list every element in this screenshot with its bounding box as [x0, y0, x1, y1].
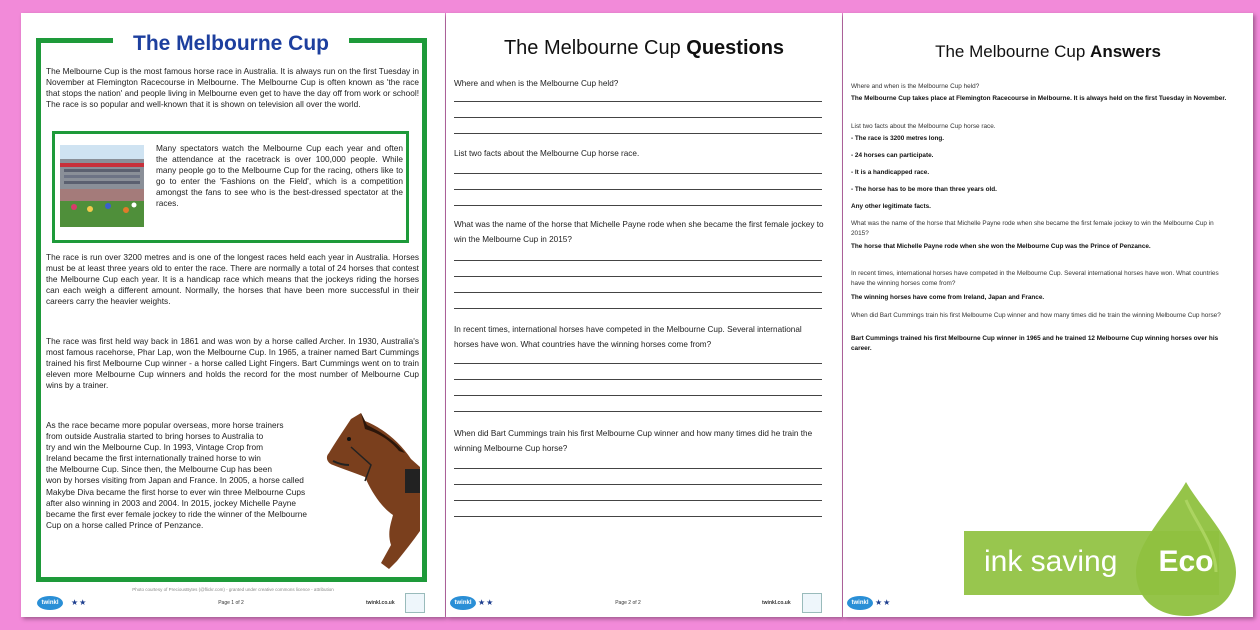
answer-line[interactable]	[454, 468, 822, 469]
answer-question-2: List two facts about the Melbourne Cup horse race.	[851, 123, 996, 130]
text-line: won by horses visiting from Japan and France. In 2005, a horse called	[46, 475, 304, 486]
twinkl-logo-icon: twinkl	[37, 596, 63, 610]
questions-page	[446, 13, 842, 617]
photo-paragraph: Many spectators watch the Melbourne Cup each year and often the attendance at the racetrack is over 100,000 people. While many people go to the Melbourne Cup for the racing, others like to go to enter the 'Fashions on the Field', which is a competition amongst the fans to see who is the best-dressed spectator at the races.	[156, 143, 403, 209]
text-line: became the first ever female jockey to ride the winner of the Melbourne	[46, 508, 308, 519]
ink-saving-label: ink saving	[984, 545, 1118, 578]
photo-credit: Photo courtesy of PreciousBytes (@flickr.com) - granted under creative commons licence - attribution	[132, 587, 334, 592]
answer-4: The winning horses have come from Ireland, Japan and France.	[851, 294, 1045, 301]
eco-label: Eco	[1158, 545, 1214, 578]
text-line: Makybe Diva became the first horse to ever win three Melbourne Cups	[46, 486, 306, 497]
question-3: What was the name of the horse that Michelle Payne rode when she became the first female jockey to win the Melbourne Cup in 2015?	[454, 220, 824, 244]
text-line: Ireland became the first internationally trained horse to win	[46, 453, 261, 464]
twinkl-url: twinkl.co.uk	[366, 600, 395, 606]
page-footer	[446, 591, 842, 617]
answer-line[interactable]	[454, 173, 822, 174]
answer-2-fact: Any other legitimate facts.	[851, 203, 931, 210]
quality-badge-icon	[802, 593, 822, 613]
race-facts-paragraph: The race is run over 3200 metres and is one of the longest races held each year in Australia. Horses must be at least three years old to enter the race. There are normally a total of 24 horses that contest the Melbourne Cup each year. It is a handicap race which means that the jockeys riding the horses can each weigh a different amount. Normally, the horses that have been more successful in their careers carry the heavier weights.	[46, 252, 419, 307]
answer-line[interactable]	[454, 101, 822, 102]
answer-3: The horse that Michelle Payne rode when she won the Melbourne Cup was the Prince of Penzance.	[851, 243, 1151, 250]
twinkl-logo-icon: twinkl	[450, 596, 476, 610]
answer-5: Bart Cummings trained his first Melbourne Cup winner in 1965 and he trained 12 Melbourne Cup winning horses over his career.	[851, 335, 1219, 353]
answer-question-5: When did Bart Cummings train his first Melbourne Cup winner and how many times did he train the winning Melbourne Cup horse?	[851, 312, 1221, 319]
answer-line[interactable]	[454, 411, 822, 412]
answer-question-4: In recent times, international horses have competed in the Melbourne Cup. Several international horses have won. What countries have the winning horses come from?	[851, 270, 1219, 288]
answer-line[interactable]	[454, 516, 822, 517]
answer-1: The Melbourne Cup takes place at Flemington Racecourse in Melbourne. It is always held on the first Tuesday in November.	[851, 95, 1227, 102]
twinkl-logo-icon: twinkl	[847, 596, 873, 610]
answer-line[interactable]	[454, 260, 822, 261]
page-number: Page 1 of 2	[218, 600, 244, 606]
quality-badge-icon	[405, 593, 425, 613]
answer-line[interactable]	[454, 308, 822, 309]
text-line: As the race became more popular overseas, more horse trainers	[46, 420, 284, 430]
rating-stars: ★★	[71, 598, 88, 607]
text-line: Cup on a horse called Prince of Penzance.	[46, 519, 204, 530]
text-line: after also winning in 2003 and 2004. In 2015, jockey Michelle Payne	[46, 497, 296, 508]
rating-stars: ★★	[875, 598, 892, 607]
intro-paragraph: The Melbourne Cup is the most famous horse race in Australia. It is always run on the first Tuesday in November at Flemington Racecourse in Melbourne. The Melbourne Cup is often known as 'the race that stops the nation' and people living in Melbourne even get to have the day off from work or school! The race is so popular and well-known that it is shown on television all over the world.	[46, 66, 419, 110]
question-5: When did Bart Cummings train his first Melbourne Cup winner and how many times did he train the winning Melbourne Cup horse?	[454, 429, 813, 453]
reading-page	[21, 13, 445, 617]
page-title: The Melbourne Cup	[113, 30, 349, 58]
answer-2-fact: - It is a handicapped race.	[851, 169, 930, 176]
answer-line[interactable]	[454, 363, 822, 364]
answer-line[interactable]	[454, 484, 822, 485]
answer-line[interactable]	[454, 292, 822, 293]
answer-question-3: What was the name of the horse that Michelle Payne rode when she became the first female jockey to win the Melbourne Cup in 2015?	[851, 220, 1214, 238]
question-1: Where and when is the Melbourne Cup held?	[454, 79, 619, 88]
text-line: from outside Australia started to bring horses to Australia to	[46, 431, 264, 442]
answer-2-fact: - The race is 3200 metres long.	[851, 135, 945, 142]
answer-question-1: Where and when is the Melbourne Cup held?	[851, 83, 980, 90]
answer-line[interactable]	[454, 395, 822, 396]
page-title	[843, 42, 1253, 62]
history-paragraph: The race was first held way back in 1861 and was won by a horse called Archer. In 1930, Australia's most famous racehorse, Phar Lap, won the Melbourne Cup. In 1965, a trainer named Bart Cummings trained his first Melbourne Cup winner - a horse called Light Fingers. Bart Cummings went on to train eleven more Melbourne Cup winners and holds the record for the most number of Melbourne Cup wins by a trainer.	[46, 336, 419, 391]
title-text: The Melbourne Cup	[503, 37, 687, 59]
text-line: try and win the Melbourne Cup. In 1993, Vintage Crop from	[46, 442, 264, 453]
title-bold-text: Questions	[686, 37, 785, 59]
page-footer	[21, 591, 445, 617]
twinkl-url: twinkl.co.uk	[762, 600, 791, 606]
question-2: List two facts about the Melbourne Cup horse race.	[454, 149, 640, 158]
racecourse-photo	[60, 145, 144, 227]
answer-line[interactable]	[454, 205, 822, 206]
rating-stars: ★★	[478, 598, 495, 607]
question-4: In recent times, international horses have competed in the Melbourne Cup. Several international horses have won. What countries have the winning horses come from?	[454, 325, 802, 349]
title-bold-text: Answers	[1090, 42, 1161, 61]
answer-line[interactable]	[454, 117, 822, 118]
answer-2-fact: - The horse has to be more than three years old.	[851, 186, 997, 193]
text-line: the Melbourne Cup. Since then, the Melbourne Cup has been	[46, 464, 273, 475]
answer-line[interactable]	[454, 189, 822, 190]
page-number: Page 2 of 2	[615, 600, 641, 606]
answer-line[interactable]	[454, 379, 822, 380]
answer-line[interactable]	[454, 500, 822, 501]
horse-illustration	[321, 411, 420, 571]
answer-line[interactable]	[454, 276, 822, 277]
page-title	[446, 37, 842, 60]
answer-2-fact: - 24 horses can participate.	[851, 152, 934, 159]
answer-line[interactable]	[454, 133, 822, 134]
photo-box	[52, 131, 409, 243]
title-text: The Melbourne Cup	[935, 42, 1091, 61]
